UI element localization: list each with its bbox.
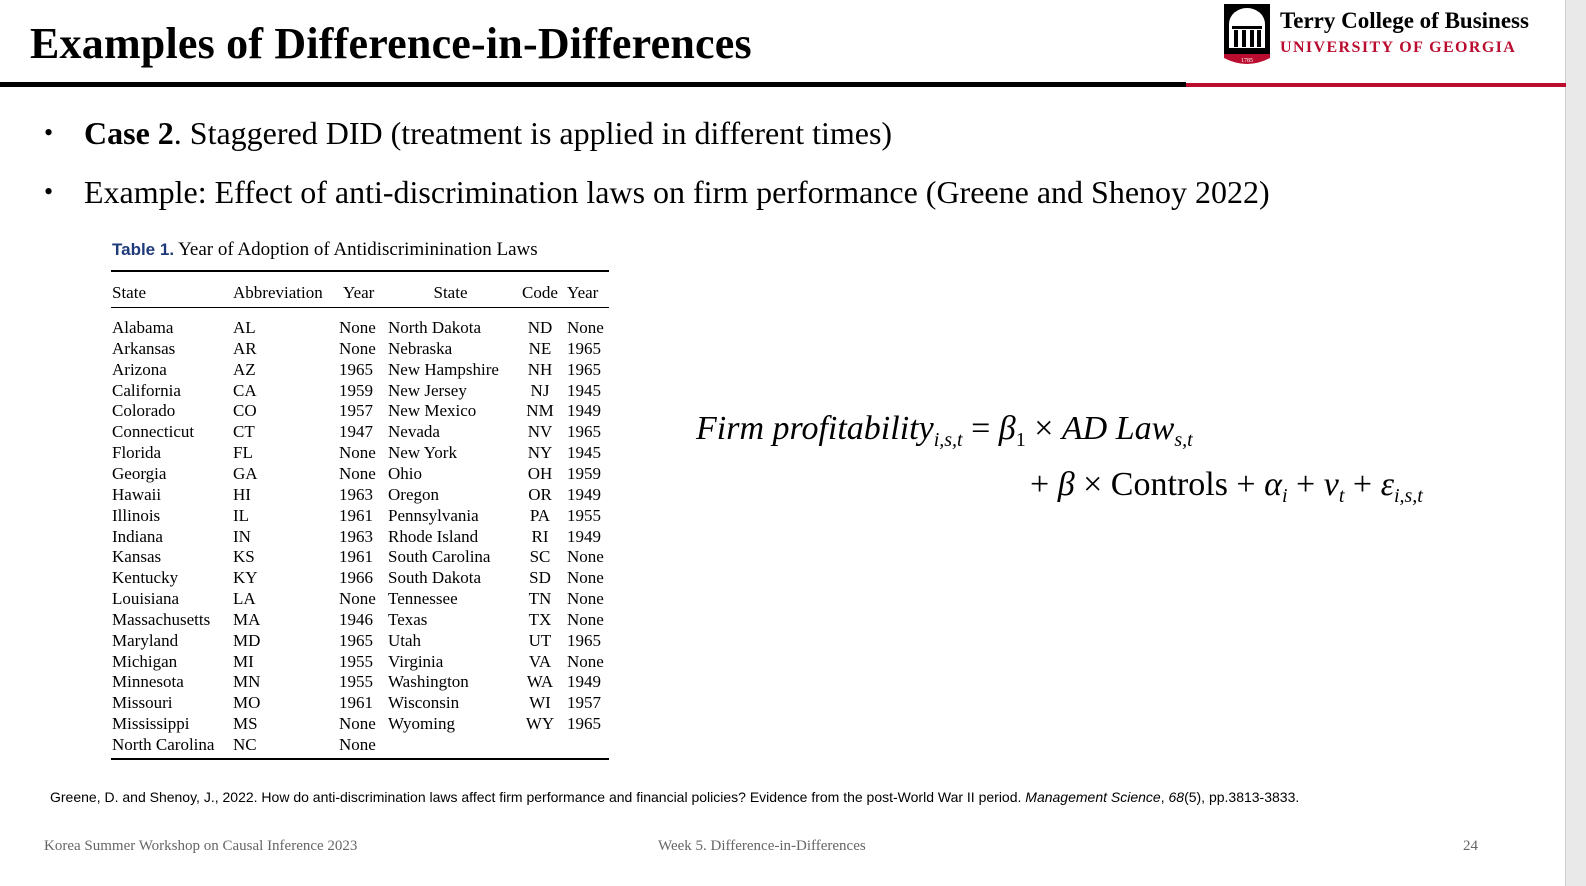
university-logo <box>1224 4 1564 70</box>
cell-year: 1961 <box>339 693 373 713</box>
cell-state: Colorado <box>112 401 176 421</box>
cell-abbreviation: MD <box>233 630 261 650</box>
cell-abbreviation: MA <box>233 609 261 629</box>
cell-code: TN <box>528 589 552 609</box>
cell-abbreviation: MN <box>233 672 261 692</box>
header-state-2: State <box>433 283 468 302</box>
cell-code: WY <box>525 714 555 734</box>
cell-abbreviation: NC <box>233 735 257 754</box>
bullet-example <box>44 173 1270 211</box>
cell-state: Kentucky <box>112 568 179 588</box>
cell-code: NY <box>527 443 553 463</box>
cell-state-2: South Dakota <box>388 568 482 588</box>
eq-lhs: Firm profitability <box>696 410 934 447</box>
cell-state: Illinois <box>112 505 161 525</box>
table-label: Table 1. <box>112 240 175 259</box>
cell-state-2: New York <box>388 443 457 463</box>
cell-state: California <box>112 380 181 400</box>
table-top-rule <box>111 270 609 272</box>
cell-year: 1961 <box>339 547 373 567</box>
header-year-2: Year <box>567 283 599 302</box>
cell-year: None <box>339 463 376 483</box>
eq-nu-sub: t <box>1338 485 1345 507</box>
bullet-list <box>44 114 1270 232</box>
cell-code: RI <box>531 526 549 546</box>
eq-controls: × Controls + <box>1074 466 1265 503</box>
cell-state-2: Rhode Island <box>388 526 479 546</box>
cell-year-2: 1959 <box>567 463 601 483</box>
cell-state-2: Wisconsin <box>388 693 460 713</box>
cell-state: Connecticut <box>112 422 195 442</box>
arch-icon <box>1224 4 1270 66</box>
header-code: Code <box>522 283 558 302</box>
cell-year-2: 1949 <box>567 526 601 546</box>
cell-state-2: Texas <box>388 609 428 629</box>
eq-beta: β <box>1057 466 1075 503</box>
cell-code: OH <box>527 463 553 483</box>
cell-year: 1955 <box>339 672 373 692</box>
table-header-rule <box>111 307 609 308</box>
cell-year: 1947 <box>339 422 373 442</box>
cell-year-2: None <box>567 568 604 588</box>
cell-state: Maryland <box>112 630 179 650</box>
cell-year: 1965 <box>339 630 373 650</box>
cell-state: Alabama <box>112 318 174 337</box>
cell-state-2: Washington <box>388 672 469 692</box>
cell-state-2: Ohio <box>388 463 422 483</box>
cell-state: Florida <box>112 443 162 463</box>
cell-code: ND <box>527 318 553 337</box>
cell-state-2: Nebraska <box>388 338 453 358</box>
bullet-text: Example: Effect of anti-discrimination laws on firm performance (Greene and Shenoy 2022) <box>84 174 1270 210</box>
reference-sep: , <box>1160 789 1169 805</box>
header-state: State <box>112 283 146 302</box>
footer-week: Week 5. Difference-in-Differences <box>658 838 866 854</box>
bullet-case2 <box>44 114 1270 152</box>
cell-year: None <box>339 318 376 337</box>
page-number: 24 <box>1463 838 1478 854</box>
cell-year-2: 1949 <box>567 672 601 692</box>
cell-state: Missouri <box>112 693 173 713</box>
cell-code: VA <box>528 651 552 671</box>
eq-epsilon-sub: i,s,t <box>1393 485 1423 507</box>
cell-year-2: 1965 <box>567 714 601 734</box>
eq-adlaw-sub: s,t <box>1174 429 1193 451</box>
cell-state-2: Oregon <box>388 484 439 504</box>
cell-code: PA <box>529 505 551 525</box>
table-bottom-rule <box>111 758 609 760</box>
cell-code: NH <box>527 359 553 379</box>
cell-year: None <box>339 735 376 754</box>
eq-lhs-sub: i,s,t <box>933 429 963 451</box>
cell-abbreviation: FL <box>233 443 253 463</box>
cell-year-2: 1965 <box>567 338 601 358</box>
cell-state: Kansas <box>112 547 162 567</box>
cell-code: TX <box>528 609 552 629</box>
cell-code: WI <box>529 693 551 713</box>
eq-epsilon: ε <box>1380 466 1394 503</box>
reference-volume: 68 <box>1168 789 1185 805</box>
slide-title: Examples of Difference-in-Differences <box>30 19 752 68</box>
bullet-bold: Case 2 <box>84 115 174 151</box>
reference-citation <box>50 789 1299 805</box>
cell-state-2: Nevada <box>388 422 440 442</box>
cell-state: Michigan <box>112 651 178 671</box>
cell-year: None <box>339 589 376 609</box>
eq-beta1: β <box>998 410 1016 447</box>
cell-state-2: New Mexico <box>388 401 477 421</box>
cell-abbreviation: MO <box>233 693 261 713</box>
cell-state: Minnesota <box>112 672 184 692</box>
cell-year: 1961 <box>339 505 373 525</box>
cell-year: 1963 <box>339 526 373 546</box>
header-year: Year <box>343 283 375 302</box>
logo-college: Terry College of Business <box>1280 8 1529 33</box>
cell-code: WA <box>526 672 554 692</box>
cell-abbreviation: MI <box>233 651 254 671</box>
title-rule-accent <box>1186 83 1566 87</box>
table-title: Year of Adoption of Antidiscriminination Laws <box>178 239 538 260</box>
cell-state: Georgia <box>112 463 167 483</box>
equation-line-2 <box>1030 466 1423 508</box>
cell-code: SC <box>529 547 551 567</box>
cell-year-2: 1955 <box>567 505 601 525</box>
cell-year-2: 1945 <box>567 380 601 400</box>
cell-year-2: None <box>567 651 604 671</box>
equation-line-1 <box>696 410 1193 452</box>
cell-code: NV <box>527 422 553 442</box>
cell-code: NJ <box>530 380 550 400</box>
eq-nu: ν <box>1323 466 1339 503</box>
cell-year-2: None <box>567 547 604 567</box>
eq-equals: = <box>962 410 999 447</box>
bullet-text: . Staggered DID (treatment is applied in different times) <box>173 115 893 151</box>
cell-state: Arizona <box>112 359 167 379</box>
cell-year-2: 1945 <box>567 443 601 463</box>
cell-abbreviation: CA <box>233 380 257 400</box>
eq-beta1-sub: 1 <box>1015 429 1026 451</box>
eq-alpha: α <box>1264 466 1282 503</box>
cell-state: Indiana <box>112 526 163 546</box>
cell-abbreviation: LA <box>233 589 256 609</box>
cell-state-2: Tennessee <box>388 589 458 609</box>
cell-abbreviation: MS <box>233 714 258 734</box>
cell-state-2: South Carolina <box>388 547 491 567</box>
cell-year: 1966 <box>339 568 373 588</box>
header-abbreviation: Abbreviation <box>233 283 323 302</box>
cell-code: UT <box>528 630 552 650</box>
cell-state: Massachusetts <box>112 609 211 629</box>
cell-state: Mississippi <box>112 714 190 734</box>
cell-abbreviation: KY <box>233 568 258 588</box>
cell-year-2: 1965 <box>567 359 601 379</box>
window-edge <box>1565 0 1586 886</box>
cell-state-2: New Jersey <box>388 380 467 400</box>
cell-abbreviation: HI <box>233 484 251 504</box>
cell-year-2: 1949 <box>567 401 601 421</box>
cell-abbreviation: IN <box>233 526 251 546</box>
cell-state-2: Utah <box>388 630 422 650</box>
cell-abbreviation: GA <box>233 463 258 483</box>
cell-year: None <box>339 338 376 358</box>
cell-year-2: 1949 <box>567 484 601 504</box>
reference-journal: Management Science <box>1025 789 1161 805</box>
cell-code: NM <box>526 401 554 421</box>
bullet-dot: • <box>44 177 54 206</box>
footer-workshop: Korea Summer Workshop on Causal Inference 2023 <box>44 838 358 854</box>
bullet-dot: • <box>44 118 54 147</box>
cell-year: None <box>339 714 376 734</box>
cell-abbreviation: IL <box>233 505 250 525</box>
cell-state-2: Wyoming <box>388 714 455 734</box>
cell-state: Louisiana <box>112 589 180 609</box>
cell-abbreviation: KS <box>233 547 255 567</box>
cell-code: NE <box>528 338 552 358</box>
cell-year: 1965 <box>339 359 373 379</box>
cell-year: 1957 <box>339 401 373 421</box>
reference-text: Greene, D. and Shenoy, J., 2022. How do anti-discrimination laws affect firm performance and financial policies? Evidence from the post-World War II period. <box>50 789 1026 805</box>
cell-abbreviation: CT <box>233 422 255 442</box>
eq-times: × <box>1025 410 1062 447</box>
title-rule <box>0 82 1186 87</box>
cell-year-2: 1965 <box>567 422 601 442</box>
cell-year-2: None <box>567 609 604 629</box>
cell-state-2: North Dakota <box>388 318 482 337</box>
cell-abbreviation: AL <box>233 318 256 337</box>
cell-year-2: 1957 <box>567 693 601 713</box>
cell-abbreviation: AR <box>233 338 257 358</box>
cell-state: Arkansas <box>112 338 176 358</box>
cell-year: 1959 <box>339 380 373 400</box>
cell-state: North Carolina <box>112 735 215 754</box>
cell-year-2: None <box>567 589 604 609</box>
cell-year: None <box>339 443 376 463</box>
eq-plus: + <box>1287 466 1324 503</box>
cell-state-2: New Hampshire <box>388 359 499 379</box>
cell-year: 1963 <box>339 484 373 504</box>
table-caption <box>112 239 538 261</box>
cell-state: Hawaii <box>112 484 162 504</box>
cell-state-2: Pennsylvania <box>388 505 479 525</box>
cell-year: 1955 <box>339 651 373 671</box>
cell-abbreviation: CO <box>233 401 257 421</box>
logo-university: UNIVERSITY OF GEORGIA <box>1280 39 1517 56</box>
reference-pages: (5), pp.3813-3833. <box>1184 789 1300 805</box>
cell-code: OR <box>528 484 552 504</box>
seal-year: 1785 <box>1241 58 1253 64</box>
cell-abbreviation: AZ <box>233 359 256 379</box>
cell-year: 1946 <box>339 609 373 629</box>
eq-plus: + <box>1030 466 1058 503</box>
cell-year-2: 1965 <box>567 630 601 650</box>
eq-plus: + <box>1344 466 1381 503</box>
eq-adlaw: AD Law <box>1061 410 1175 447</box>
cell-state-2: Virginia <box>388 651 444 671</box>
cell-year-2: None <box>567 318 604 337</box>
cell-code: SD <box>529 568 551 588</box>
eq-alpha-sub: i <box>1281 485 1288 507</box>
